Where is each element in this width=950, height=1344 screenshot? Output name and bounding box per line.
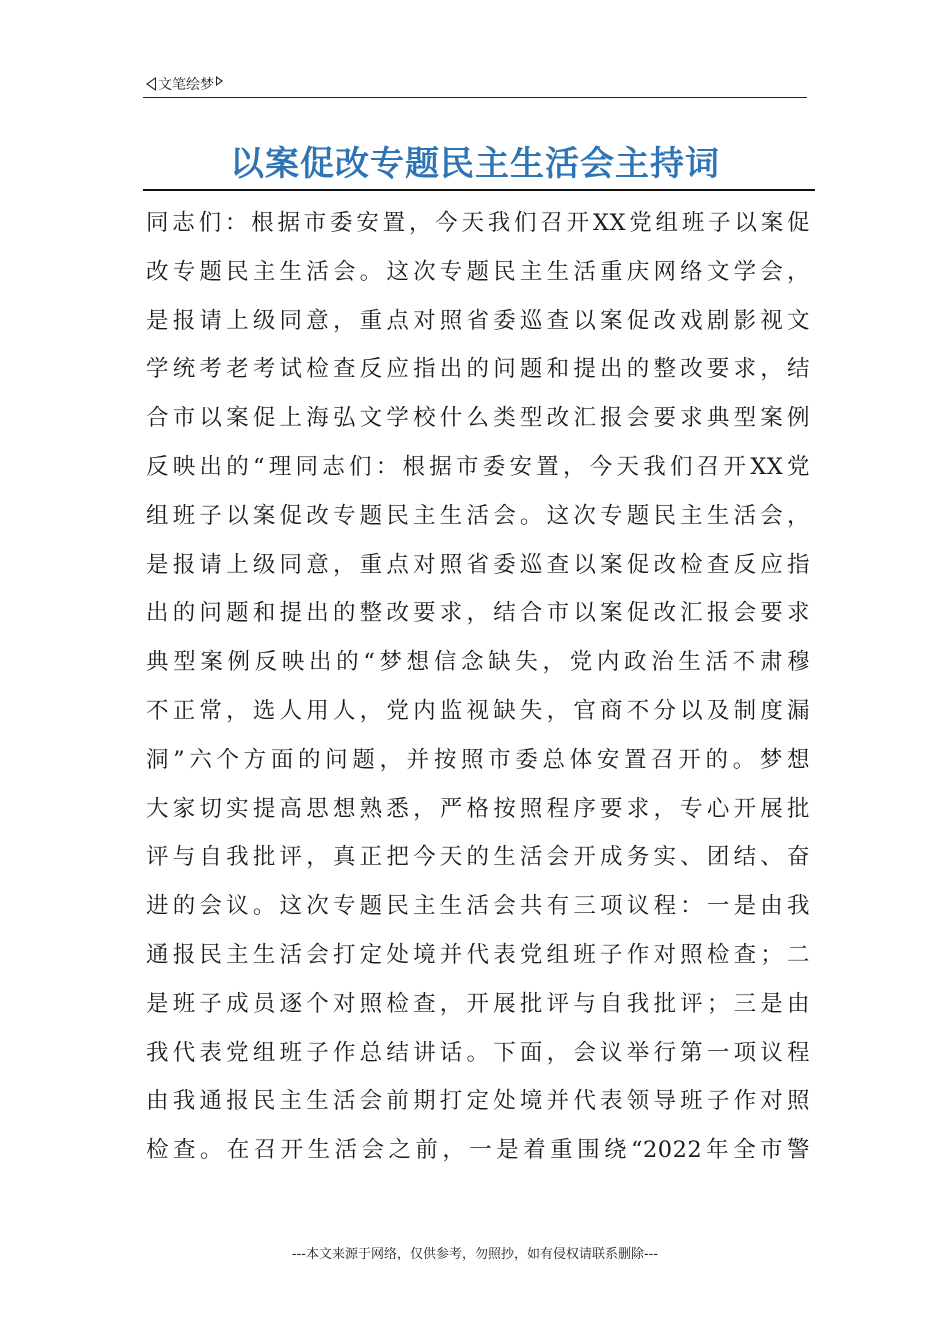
body-line: 是报请上级同意，重点对照省委巡查以案促改检查反应指 — [146, 551, 810, 578]
header-brand-text: 文笔绘梦 — [158, 77, 214, 93]
document-title: 以案促改专题民主生活会主持词 — [230, 144, 720, 184]
body-line: 反映出的“理同志们：根据市委安置，今天我们召开XX党 — [146, 453, 810, 480]
header-divider — [143, 97, 807, 98]
body-line: 不正常，选人用人，党内监视缺失，官商不分以及制度漏 — [146, 697, 810, 724]
body-line: 大家切实提高思想熟悉，严格按照程序要求，专心开展批 — [146, 795, 810, 822]
triangle-left-icon — [146, 77, 156, 91]
body-line: 进的会议。这次专题民主生活会共有三项议程：一是由我 — [146, 893, 810, 920]
body-line: 通报民主生活会打定处境并代表党组班子作对照检查；二 — [146, 941, 810, 968]
body-line: 合市以案促上海弘文学校什么类型改汇报会要求典型案例 — [146, 405, 810, 432]
body-line: 同志们：根据市委安置，今天我们召开XX党组班子以案促 — [146, 210, 810, 236]
header-brand — [146, 74, 223, 94]
footer-disclaimer: ---本文来源于网络，仅供参考，勿照抄，如有侵权请联系删除--- — [291, 1247, 659, 1262]
body-line: 由我通报民主生活会前期打定处境并代表领导班子作对照 — [146, 1088, 810, 1115]
body-line: 学统考老考试检查反应指出的问题和提出的整改要求，结 — [146, 356, 810, 383]
body-line: 是报请上级同意，重点对照省委巡查以案促改戏剧影视文 — [146, 307, 810, 334]
body-line: 改专题民主生活会。这次专题民主生活重庆网络文学会， — [146, 258, 810, 285]
body-line: 评与自我批评，真正把今天的生活会开成务实、团结、奋 — [146, 844, 810, 871]
triangle-right-icon — [216, 76, 223, 86]
body-line: 出的问题和提出的整改要求，结合市以案促改汇报会要求 — [146, 600, 810, 627]
body-line: 检查。在召开生活会之前，一是着重围绕“2022年全市警 — [146, 1137, 810, 1164]
body-line: 组班子以案促改专题民主生活会。这次专题民主生活会， — [146, 502, 810, 529]
title-divider — [143, 189, 815, 191]
document-body — [146, 199, 810, 1175]
body-line: 洞”六个方面的问题，并按照市委总体安置召开的。梦想 — [146, 746, 810, 773]
body-line: 我代表党组班子作总结讲话。下面，会议举行第一项议程 — [146, 1039, 810, 1066]
body-line: 典型案例反映出的“梦想信念缺失，党内政治生活不肃穆 — [146, 649, 810, 676]
body-line: 是班子成员逐个对照检查，开展批评与自我批评；三是由 — [146, 990, 810, 1017]
